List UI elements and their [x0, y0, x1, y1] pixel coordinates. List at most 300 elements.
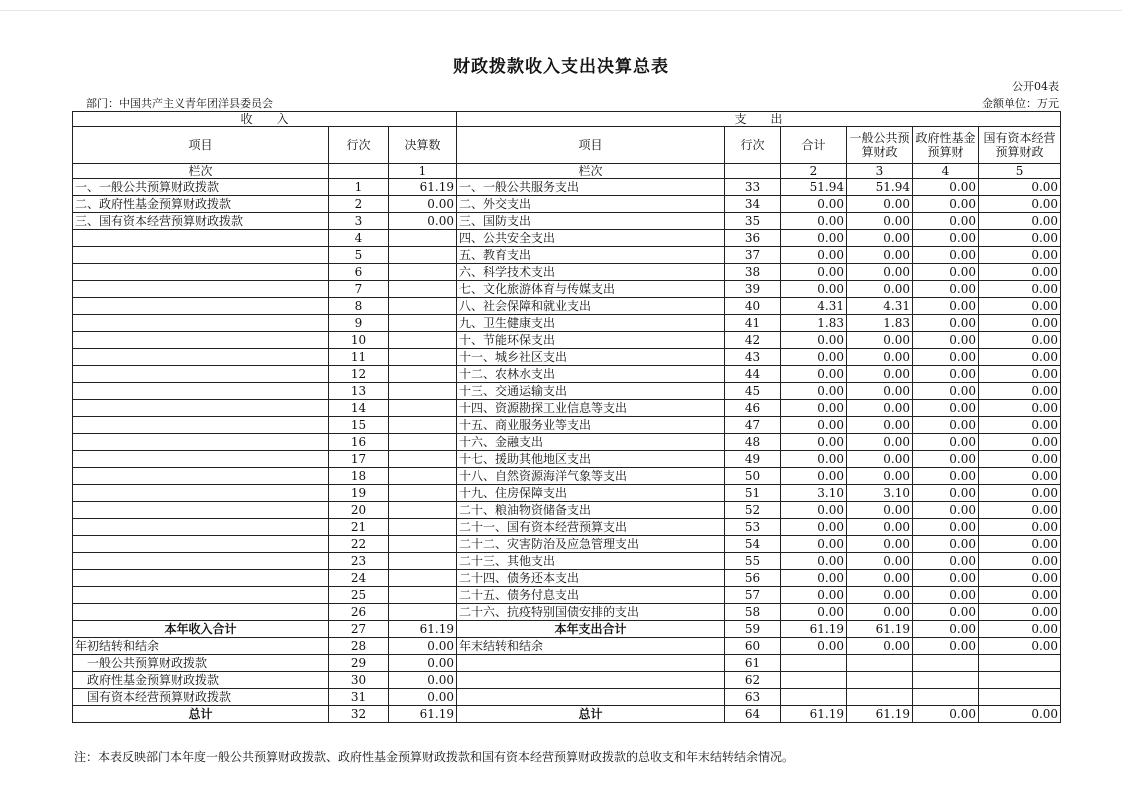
expense-item-cell: 二十、粮油物资储备支出 [457, 502, 725, 519]
expense-total-cell: 51.94 [781, 179, 847, 196]
income-item-cell [73, 519, 329, 536]
income-amount-cell [389, 587, 457, 604]
expense-line-cell: 63 [725, 689, 781, 706]
income-amount-cell: 0.00 [389, 655, 457, 672]
expense-state-cell: 0.00 [979, 638, 1061, 655]
table-row [73, 570, 1061, 587]
expense-general-cell: 0.00 [847, 519, 913, 536]
table-row [73, 417, 1061, 434]
expense-fund-cell: 0.00 [913, 536, 979, 553]
expense-fund-cell: 0.00 [913, 587, 979, 604]
expense-fund-cell: 0.00 [913, 451, 979, 468]
expense-item-cell: 二十六、抗疫特别国债安排的支出 [457, 604, 725, 621]
expense-total-cell: 0.00 [781, 638, 847, 655]
income-amount-cell [389, 349, 457, 366]
expense-total-cell: 0.00 [781, 468, 847, 485]
expense-line-cell: 33 [725, 179, 781, 196]
expense-total-cell: 0.00 [781, 400, 847, 417]
expense-total-cell: 3.10 [781, 485, 847, 502]
expense-fund-cell: 0.00 [913, 519, 979, 536]
income-amount-cell [389, 230, 457, 247]
expense-total-cell: 0.00 [781, 570, 847, 587]
income-line-cell: 20 [329, 502, 389, 519]
income-line-cell: 25 [329, 587, 389, 604]
income-item-cell: 一般公共预算财政拨款 [73, 655, 329, 672]
expense-total-cell: 0.00 [781, 553, 847, 570]
income-amount-header: 决算数 [389, 127, 457, 164]
column-header-row [73, 127, 1061, 164]
column-index-general: 3 [847, 164, 913, 179]
expense-state-cell: 0.00 [979, 366, 1061, 383]
table-row [73, 230, 1061, 247]
expense-line-cell: 57 [725, 587, 781, 604]
expense-item-cell: 总计 [457, 706, 725, 723]
income-amount-cell [389, 604, 457, 621]
expense-total-cell: 1.83 [781, 315, 847, 332]
expense-fund-cell: 0.00 [913, 298, 979, 315]
income-line-cell: 29 [329, 655, 389, 672]
expense-total-cell: 0.00 [781, 383, 847, 400]
table-row [73, 655, 1061, 672]
table-row [73, 332, 1061, 349]
income-amount-cell [389, 366, 457, 383]
table-row [73, 689, 1061, 706]
expense-item-cell: 八、社会保障和就业支出 [457, 298, 725, 315]
expense-total-cell: 0.00 [781, 451, 847, 468]
income-item-cell [73, 349, 329, 366]
column-index-state: 5 [979, 164, 1061, 179]
income-item-cell [73, 468, 329, 485]
appropriation-summary-table [72, 111, 1061, 723]
expense-item-cell: 十八、自然资源海洋气象等支出 [457, 468, 725, 485]
expense-general-cell [847, 689, 913, 706]
income-item-cell [73, 383, 329, 400]
table-row [73, 502, 1061, 519]
expense-item-cell: 九、卫生健康支出 [457, 315, 725, 332]
expense-total-cell: 0.00 [781, 196, 847, 213]
expense-item-cell: 一、一般公共服务支出 [457, 179, 725, 196]
expense-item-cell: 十五、商业服务业等支出 [457, 417, 725, 434]
income-item-cell [73, 553, 329, 570]
income-item-cell: 国有资本经营预算财政拨款 [73, 689, 329, 706]
expense-item-cell: 二十二、灾害防治及应急管理支出 [457, 536, 725, 553]
expense-state-cell: 0.00 [979, 400, 1061, 417]
department-label: 部门：中国共产主义青年团洋县委员会 [86, 97, 273, 110]
expense-total-cell: 0.00 [781, 264, 847, 281]
expense-state-cell: 0.00 [979, 281, 1061, 298]
expense-total-cell [781, 655, 847, 672]
expense-item-cell: 五、教育支出 [457, 247, 725, 264]
expense-line-cell: 55 [725, 553, 781, 570]
income-amount-cell [389, 315, 457, 332]
expense-fund-cell: 0.00 [913, 604, 979, 621]
expense-general-cell: 0.00 [847, 332, 913, 349]
expense-state-cell: 0.00 [979, 315, 1061, 332]
expense-general-cell: 0.00 [847, 434, 913, 451]
footnote: 注：本表反映部门本年度一般公共预算财政拨款、政府性基金预算财政拨款和国有资本经营预算财政拨款的总收支和年末结转结余情况。 [74, 750, 795, 764]
expense-state-cell [979, 655, 1061, 672]
expense-item-cell: 二、外交支出 [457, 196, 725, 213]
expense-state-cell: 0.00 [979, 570, 1061, 587]
expense-general-cell: 0.00 [847, 349, 913, 366]
income-section-label: 收 入 [73, 112, 457, 127]
income-item-cell [73, 536, 329, 553]
expense-fund-cell: 0.00 [913, 264, 979, 281]
expense-fund-cell: 0.00 [913, 553, 979, 570]
expense-state-cell: 0.00 [979, 179, 1061, 196]
expense-fund-cell: 0.00 [913, 196, 979, 213]
expense-fund-cell: 0.00 [913, 230, 979, 247]
expense-item-cell: 二十三、其他支出 [457, 553, 725, 570]
expense-general-cell: 0.00 [847, 264, 913, 281]
expense-fund-cell: 0.00 [913, 570, 979, 587]
expense-general-cell: 3.10 [847, 485, 913, 502]
expense-section-label: 支 出 [457, 112, 1061, 127]
expense-item-cell: 十七、援助其他地区支出 [457, 451, 725, 468]
income-item-cell [73, 332, 329, 349]
expense-total-cell [781, 672, 847, 689]
expense-item-cell: 二十一、国有资本经营预算支出 [457, 519, 725, 536]
expense-total-cell [781, 689, 847, 706]
expense-line-cell: 41 [725, 315, 781, 332]
expense-item-cell [457, 655, 725, 672]
expense-state-cell: 0.00 [979, 451, 1061, 468]
expense-state-cell [979, 672, 1061, 689]
expense-total-cell: 0.00 [781, 281, 847, 298]
expense-item-cell: 四、公共安全支出 [457, 230, 725, 247]
column-index-total: 2 [781, 164, 847, 179]
income-line-cell: 10 [329, 332, 389, 349]
expense-total-cell: 0.00 [781, 587, 847, 604]
income-line-cell: 28 [329, 638, 389, 655]
expense-total-header: 合计 [781, 127, 847, 164]
income-amount-cell [389, 417, 457, 434]
section-header-row [73, 112, 1061, 127]
expense-general-cell: 4.31 [847, 298, 913, 315]
table-row [73, 536, 1061, 553]
income-amount-cell [389, 570, 457, 587]
income-line-cell: 8 [329, 298, 389, 315]
table-row [73, 349, 1061, 366]
table-row [73, 672, 1061, 689]
expense-general-cell: 0.00 [847, 451, 913, 468]
income-amount-cell [389, 281, 457, 298]
income-amount-cell: 0.00 [389, 196, 457, 213]
income-amount-cell [389, 434, 457, 451]
income-item-cell [73, 485, 329, 502]
income-item-cell: 年初结转和结余 [73, 638, 329, 655]
income-line-cell: 2 [329, 196, 389, 213]
expense-general-cell: 0.00 [847, 468, 913, 485]
expense-line-header: 行次 [725, 127, 781, 164]
expense-fund-cell [913, 689, 979, 706]
expense-item-cell: 十二、农林水支出 [457, 366, 725, 383]
income-amount-cell [389, 468, 457, 485]
expense-line-cell: 61 [725, 655, 781, 672]
income-line-cell: 31 [329, 689, 389, 706]
table-row [73, 281, 1061, 298]
table-row [73, 213, 1061, 230]
expense-item-cell: 二十五、债务付息支出 [457, 587, 725, 604]
expense-line-cell: 52 [725, 502, 781, 519]
income-item-cell [73, 366, 329, 383]
expense-item-cell: 六、科学技术支出 [457, 264, 725, 281]
expense-line-cell: 39 [725, 281, 781, 298]
expense-fund-cell: 0.00 [913, 502, 979, 519]
expense-line-cell: 48 [725, 434, 781, 451]
expense-total-cell: 0.00 [781, 213, 847, 230]
expense-item-cell: 七、文化旅游体育与传媒支出 [457, 281, 725, 298]
income-item-cell [73, 298, 329, 315]
expense-item-cell: 十一、城乡社区支出 [457, 349, 725, 366]
income-line-cell: 12 [329, 366, 389, 383]
expense-general-cell [847, 655, 913, 672]
expense-fund-cell: 0.00 [913, 281, 979, 298]
expense-state-cell: 0.00 [979, 587, 1061, 604]
income-amount-cell: 0.00 [389, 213, 457, 230]
income-amount-cell: 61.19 [389, 706, 457, 723]
expense-general-cell: 0.00 [847, 383, 913, 400]
expense-general-cell: 0.00 [847, 230, 913, 247]
expense-state-cell: 0.00 [979, 706, 1061, 723]
table-row [73, 553, 1061, 570]
income-item-cell [73, 502, 329, 519]
income-line-cell: 24 [329, 570, 389, 587]
income-amount-cell [389, 298, 457, 315]
income-amount-cell [389, 502, 457, 519]
expense-general-header: 一般公共预算财政 [847, 127, 913, 164]
expense-line-cell: 45 [725, 383, 781, 400]
amount-unit: 金额单位：万元 [982, 97, 1059, 110]
income-amount-cell [389, 383, 457, 400]
table-row [73, 587, 1061, 604]
expense-line-cell: 58 [725, 604, 781, 621]
expense-state-cell: 0.00 [979, 298, 1061, 315]
table-row [73, 298, 1061, 315]
expense-line-cell: 60 [725, 638, 781, 655]
table-row [73, 638, 1061, 655]
expense-line-cell: 54 [725, 536, 781, 553]
income-line-cell: 27 [329, 621, 389, 638]
expense-item-cell: 十六、金融支出 [457, 434, 725, 451]
expense-line-cell: 49 [725, 451, 781, 468]
expense-item-cell: 十、节能环保支出 [457, 332, 725, 349]
column-index-label: 栏次 [73, 164, 329, 179]
expense-total-cell: 0.00 [781, 417, 847, 434]
income-item-cell [73, 434, 329, 451]
income-amount-cell: 0.00 [389, 689, 457, 706]
expense-line-cell: 42 [725, 332, 781, 349]
expense-total-cell: 0.00 [781, 230, 847, 247]
expense-state-cell: 0.00 [979, 417, 1061, 434]
table-row [73, 264, 1061, 281]
expense-state-cell: 0.00 [979, 604, 1061, 621]
expense-fund-cell: 0.00 [913, 468, 979, 485]
expense-state-cell: 0.00 [979, 468, 1061, 485]
table-row [73, 604, 1061, 621]
table-row [73, 468, 1061, 485]
table-row [73, 621, 1061, 638]
expense-general-cell: 0.00 [847, 417, 913, 434]
column-index-fund: 4 [913, 164, 979, 179]
income-amount-cell [389, 519, 457, 536]
top-divider [0, 10, 1122, 11]
column-index-row [73, 164, 1061, 179]
income-item-cell: 总计 [73, 706, 329, 723]
table-row [73, 366, 1061, 383]
expense-line-cell: 36 [725, 230, 781, 247]
expense-state-cell: 0.00 [979, 247, 1061, 264]
expense-line-cell: 34 [725, 196, 781, 213]
income-line-cell: 19 [329, 485, 389, 502]
table-row [73, 519, 1061, 536]
expense-total-cell: 0.00 [781, 247, 847, 264]
expense-line-cell: 56 [725, 570, 781, 587]
expense-fund-cell: 0.00 [913, 417, 979, 434]
income-item-cell [73, 451, 329, 468]
expense-state-cell: 0.00 [979, 621, 1061, 638]
income-amount-cell [389, 536, 457, 553]
expense-fund-cell: 0.00 [913, 179, 979, 196]
expense-general-cell: 61.19 [847, 621, 913, 638]
expense-general-cell: 0.00 [847, 213, 913, 230]
expense-state-cell: 0.00 [979, 349, 1061, 366]
income-line-cell: 16 [329, 434, 389, 451]
income-item-cell [73, 315, 329, 332]
expense-state-cell: 0.00 [979, 434, 1061, 451]
expense-total-cell: 0.00 [781, 434, 847, 451]
expense-line-cell: 46 [725, 400, 781, 417]
expense-general-cell: 61.19 [847, 706, 913, 723]
income-amount-cell [389, 400, 457, 417]
table-row [73, 451, 1061, 468]
expense-state-cell: 0.00 [979, 230, 1061, 247]
expense-item-header: 项目 [457, 127, 725, 164]
expense-total-cell: 0.00 [781, 332, 847, 349]
expense-state-cell: 0.00 [979, 332, 1061, 349]
income-item-cell [73, 264, 329, 281]
expense-line-cell: 40 [725, 298, 781, 315]
income-line-cell: 1 [329, 179, 389, 196]
table-row [73, 706, 1061, 723]
expense-item-cell: 本年支出合计 [457, 621, 725, 638]
expense-state-header: 国有资本经营预算财政 [979, 127, 1061, 164]
income-amount-cell [389, 332, 457, 349]
table-row [73, 485, 1061, 502]
income-item-cell: 政府性基金预算财政拨款 [73, 672, 329, 689]
income-amount-cell: 0.00 [389, 638, 457, 655]
income-amount-cell [389, 553, 457, 570]
expense-item-cell: 三、国防支出 [457, 213, 725, 230]
expense-state-cell: 0.00 [979, 502, 1061, 519]
income-line-cell: 26 [329, 604, 389, 621]
income-line-cell: 17 [329, 451, 389, 468]
expense-general-cell: 0.00 [847, 638, 913, 655]
income-line-cell: 18 [329, 468, 389, 485]
income-line-cell: 30 [329, 672, 389, 689]
expense-line-cell: 59 [725, 621, 781, 638]
expense-state-cell: 0.00 [979, 485, 1061, 502]
income-line-cell: 22 [329, 536, 389, 553]
expense-line-cell: 44 [725, 366, 781, 383]
expense-line-cell: 38 [725, 264, 781, 281]
expense-state-cell: 0.00 [979, 196, 1061, 213]
expense-fund-cell: 0.00 [913, 366, 979, 383]
income-item-cell [73, 417, 329, 434]
expense-state-cell: 0.00 [979, 213, 1061, 230]
income-amount-cell [389, 247, 457, 264]
income-amount-cell [389, 485, 457, 502]
expense-fund-cell: 0.00 [913, 315, 979, 332]
income-line-cell: 6 [329, 264, 389, 281]
expense-line-cell: 53 [725, 519, 781, 536]
expense-fund-cell: 0.00 [913, 434, 979, 451]
income-line-cell: 4 [329, 230, 389, 247]
income-amount-cell: 61.19 [389, 621, 457, 638]
table-row [73, 400, 1061, 417]
income-line-cell: 11 [329, 349, 389, 366]
income-amount-cell [389, 264, 457, 281]
expense-line-cell: 35 [725, 213, 781, 230]
income-line-header: 行次 [329, 127, 389, 164]
column-index-blank-2 [725, 164, 781, 179]
expense-fund-cell [913, 672, 979, 689]
income-item-cell [73, 587, 329, 604]
income-item-cell: 三、国有资本经营预算财政拨款 [73, 213, 329, 230]
table-row [73, 315, 1061, 332]
expense-general-cell: 0.00 [847, 570, 913, 587]
column-index-income: 1 [389, 164, 457, 179]
expense-total-cell: 0.00 [781, 519, 847, 536]
income-line-cell: 23 [329, 553, 389, 570]
expense-line-cell: 47 [725, 417, 781, 434]
expense-general-cell: 1.83 [847, 315, 913, 332]
form-number: 公开04表 [1012, 80, 1059, 93]
table-row [73, 247, 1061, 264]
income-item-cell [73, 230, 329, 247]
expense-fund-cell: 0.00 [913, 213, 979, 230]
expense-line-cell: 37 [725, 247, 781, 264]
expense-fund-cell: 0.00 [913, 621, 979, 638]
income-line-cell: 21 [329, 519, 389, 536]
expense-state-cell: 0.00 [979, 383, 1061, 400]
income-amount-cell: 61.19 [389, 179, 457, 196]
table-row [73, 434, 1061, 451]
expense-fund-cell: 0.00 [913, 400, 979, 417]
expense-item-cell: 二十四、债务还本支出 [457, 570, 725, 587]
expense-item-cell [457, 689, 725, 706]
income-item-cell [73, 400, 329, 417]
expense-general-cell: 0.00 [847, 604, 913, 621]
income-amount-cell [389, 451, 457, 468]
expense-fund-cell: 0.00 [913, 332, 979, 349]
income-item-cell [73, 281, 329, 298]
expense-general-cell: 0.00 [847, 587, 913, 604]
income-line-cell: 9 [329, 315, 389, 332]
expense-general-cell: 51.94 [847, 179, 913, 196]
income-item-cell [73, 570, 329, 587]
expense-state-cell: 0.00 [979, 264, 1061, 281]
income-item-cell: 一、一般公共预算财政拨款 [73, 179, 329, 196]
income-item-cell: 二、政府性基金预算财政拨款 [73, 196, 329, 213]
expense-fund-cell: 0.00 [913, 638, 979, 655]
expense-total-cell: 0.00 [781, 349, 847, 366]
expense-item-cell: 年末结转和结余 [457, 638, 725, 655]
income-item-cell [73, 247, 329, 264]
expense-total-cell: 0.00 [781, 366, 847, 383]
income-line-cell: 7 [329, 281, 389, 298]
expense-general-cell: 0.00 [847, 247, 913, 264]
